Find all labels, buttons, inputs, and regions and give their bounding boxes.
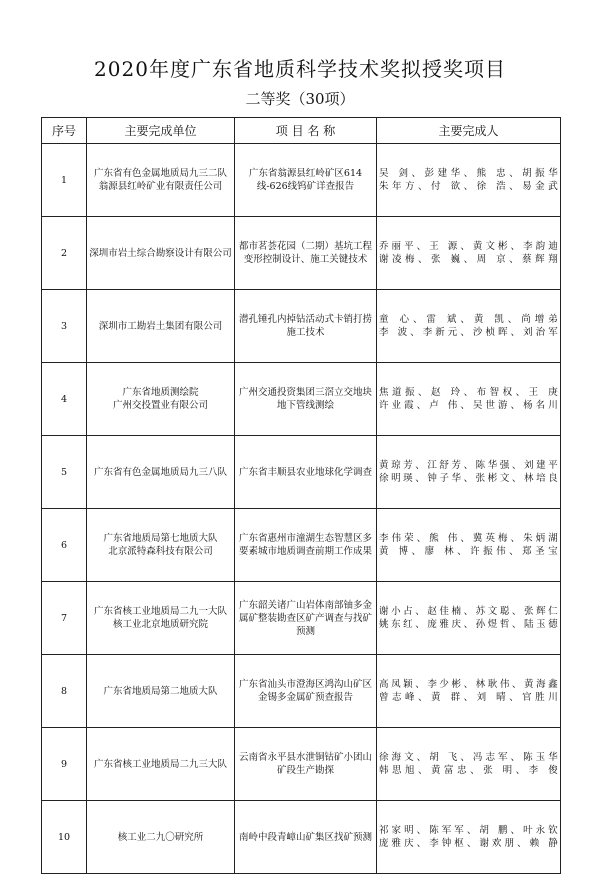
row-project: 广东省汕头市澄海区鸿沟山矿区金锡多金属矿预查报告 — [235, 655, 377, 728]
row-number: 7 — [42, 582, 87, 655]
table-row — [42, 728, 561, 801]
row-unit: 广东省地质局第二地质大队 — [87, 655, 235, 728]
row-project: 都市茗荟花园（二期）基坑工程变形控制设计、施工关键技术 — [235, 217, 377, 290]
row-people: 李伟荣、熊 伟、冀英梅、朱炳湖 黄 博、廖 林、许振伟、郑圣宝 — [377, 509, 561, 582]
table-row — [42, 217, 561, 290]
row-number: 3 — [42, 290, 87, 363]
row-people: 谢小占、赵佳楠、苏文聪、张辉仁 姚东红、庞雅庆、孙煜哲、陆玉德 — [377, 582, 561, 655]
header-project: 项 目 名 称 — [235, 118, 377, 144]
row-unit: 广东省有色金属地质局九三二队 翁源县红岭矿业有限责任公司 — [87, 144, 235, 217]
row-unit: 核工业二九〇研究所 — [87, 801, 235, 874]
row-project: 潜孔锤孔内掉钻活动式卡销打捞施工技术 — [235, 290, 377, 363]
table-body — [42, 144, 561, 874]
row-number: 9 — [42, 728, 87, 801]
award-table — [41, 117, 561, 874]
row-people: 童 心、雷 斌、黄 凯、尚增弟 李 波、李新元、沙桢晖、刘治军 — [377, 290, 561, 363]
row-people: 高凤颖、李少彬、林耿伟、黄海鑫 曾志峰、黄 群、刘 晴、官胜川 — [377, 655, 561, 728]
row-number: 10 — [42, 801, 87, 874]
row-people: 徐海文、胡 飞、冯志军、陈玉华 韩思旭、黄富忠、张 明、李 俊 — [377, 728, 561, 801]
table-row — [42, 655, 561, 728]
table-row — [42, 290, 561, 363]
header-unit: 主要完成单位 — [87, 118, 235, 144]
row-number: 1 — [42, 144, 87, 217]
row-project: 广东省丰顺县农业地球化学调查 — [235, 436, 377, 509]
row-project: 广州交通投资集团三滘立交地块地下管线测绘 — [235, 363, 377, 436]
row-number: 2 — [42, 217, 87, 290]
row-people: 吴 剑、彭建华、熊 忠、胡振华 朱年方、付 欲、徐 浩、易金武 — [377, 144, 561, 217]
row-project: 云南省永平县水泄铜钴矿小团山矿段生产勘探 — [235, 728, 377, 801]
document-title: 2020年度广东省地质科学技术奖拟授奖项目 — [94, 57, 506, 81]
row-project: 广东省惠州市潼湖生态智慧区多要素城市地质调查前期工作成果 — [235, 509, 377, 582]
row-people: 焦道振、赵 玲、布智权、王 庚 许业霞、卢 伟、吴世游、杨名川 — [377, 363, 561, 436]
row-number: 8 — [42, 655, 87, 728]
row-unit: 广东省核工业地质局二九三大队 — [87, 728, 235, 801]
row-unit: 深圳市岩土综合勘察设计有限公司 — [87, 217, 235, 290]
header-number: 序号 — [42, 118, 87, 144]
row-people: 黄琼芳、江舒芳、陈华强、刘建平 徐明瑛、钟子华、张彬文、林培良 — [377, 436, 561, 509]
row-unit: 广东省地质测绘院 广州交投置业有限公司 — [87, 363, 235, 436]
table-row — [42, 436, 561, 509]
award-level-subtitle: 二等奖（30项） — [245, 90, 355, 108]
row-number: 6 — [42, 509, 87, 582]
table-row — [42, 582, 561, 655]
row-number: 4 — [42, 363, 87, 436]
header-people: 主要完成人 — [377, 118, 561, 144]
row-project: 南岭中段青嶂山矿集区找矿预测 — [235, 801, 377, 874]
row-people: 祁家明、陈军军、胡 鹏、叶永钦 庞雅庆、李钟枢、谢欢朋、赖 静 — [377, 801, 561, 874]
row-project: 广东韶关诸广山岩体南部铀多金属矿整装勘查区矿产调查与找矿预测 — [235, 582, 377, 655]
table-row — [42, 363, 561, 436]
row-unit: 深圳市工勘岩土集团有限公司 — [87, 290, 235, 363]
table-row — [42, 144, 561, 217]
row-unit: 广东省地质局第七地质大队 北京派特森科技有限公司 — [87, 509, 235, 582]
table-row — [42, 509, 561, 582]
row-project: 广东省翁源县红岭矿区614线-626线钨矿详查报告 — [235, 144, 377, 217]
row-unit: 广东省核工业地质局二九一大队 核工业北京地质研究院 — [87, 582, 235, 655]
table-header-row — [42, 118, 561, 144]
table-row — [42, 801, 561, 874]
row-unit: 广东省有色金属地质局九三八队 — [87, 436, 235, 509]
row-people: 乔丽平、王 源、黄文彬、李韵迪 谢凌梅、张 巍、周 京、蔡辉翔 — [377, 217, 561, 290]
row-number: 5 — [42, 436, 87, 509]
